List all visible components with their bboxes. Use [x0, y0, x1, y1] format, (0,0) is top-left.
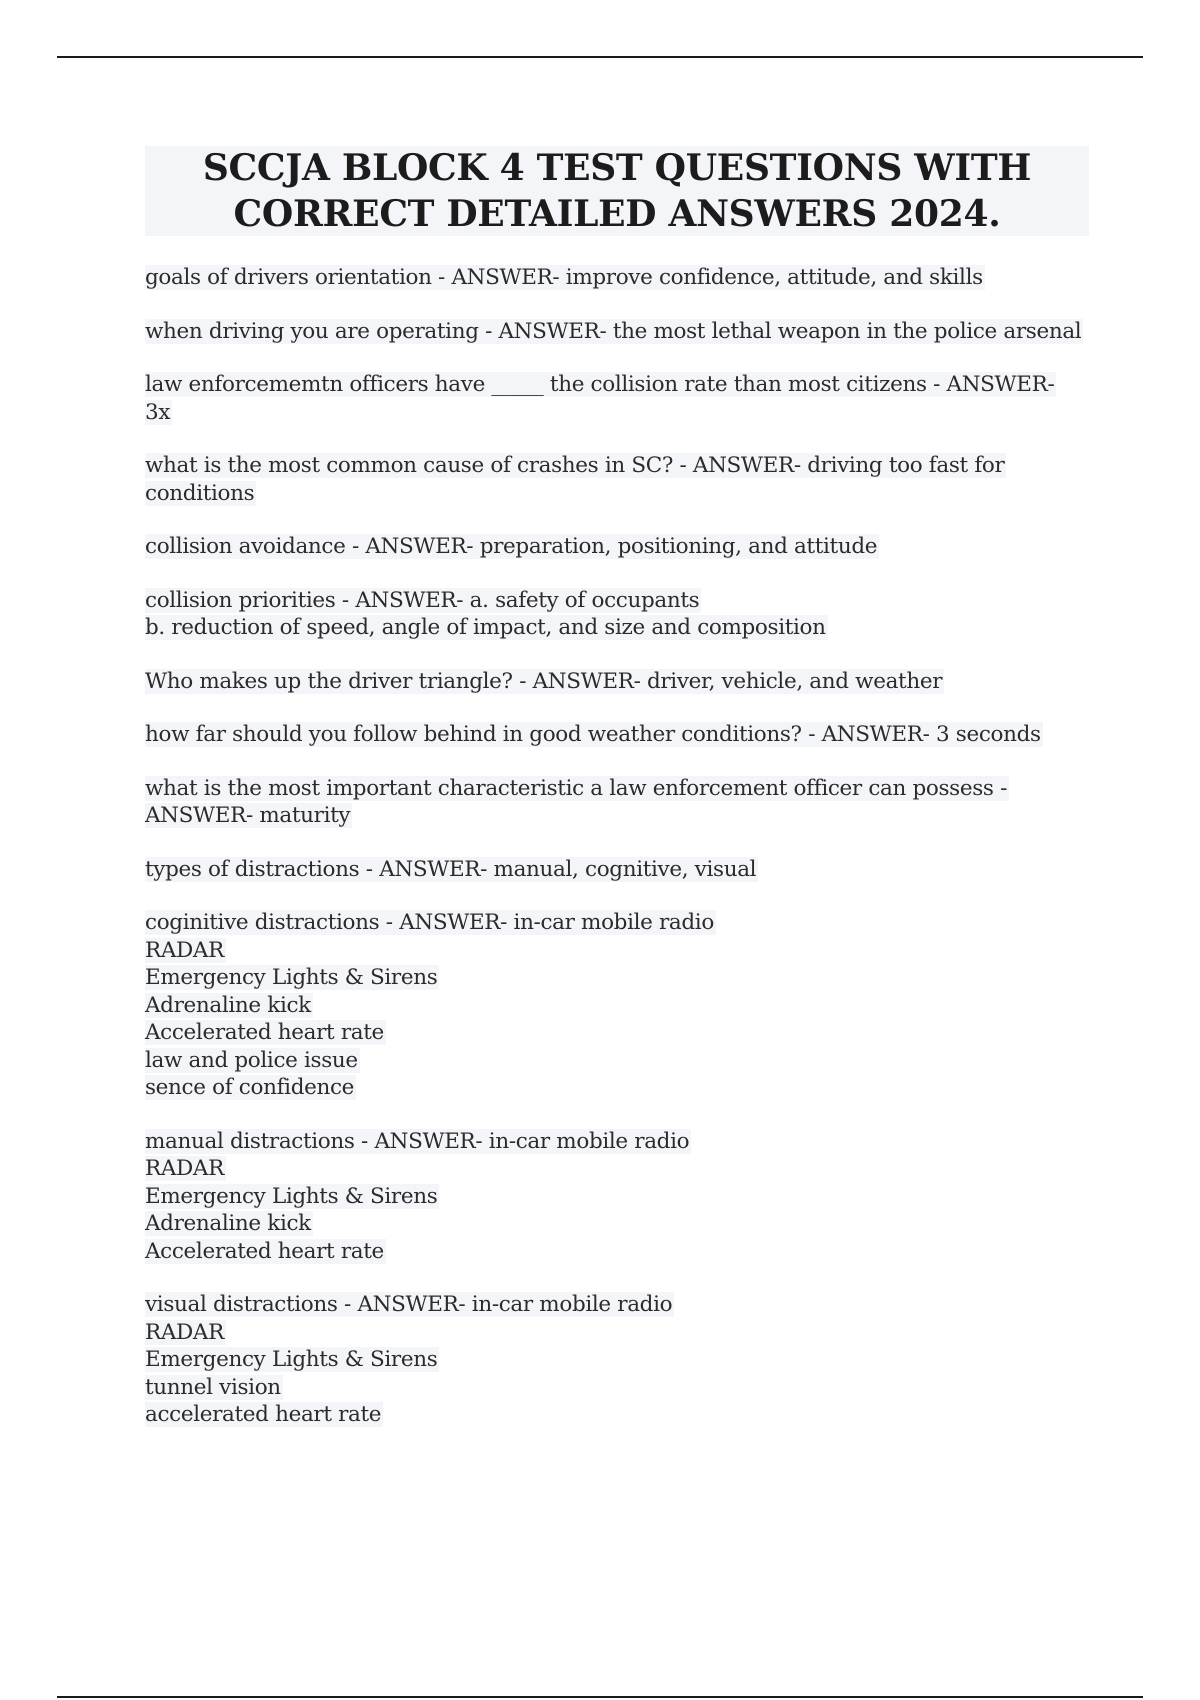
- qa-line-text: Adrenaline kick: [145, 992, 311, 1018]
- qa-question-line: [145, 775, 1095, 803]
- qa-answer-line: [145, 1155, 1095, 1183]
- qa-answer-line: [145, 964, 1095, 992]
- qa-question-line: [145, 856, 1095, 884]
- qa-line-text: Accelerated heart rate: [145, 1238, 384, 1264]
- qa-line-text: sence of confidence: [145, 1075, 355, 1100]
- qa-entry: [145, 1128, 1095, 1266]
- qa-line-text: RADAR: [145, 1319, 224, 1345]
- qa-answer-line: [145, 1183, 1095, 1211]
- qa-line-text: visual distractions - ANSWER- in-car mobile radio: [145, 1292, 673, 1317]
- title-line-2: CORRECT DETAILED ANSWERS 2024.: [233, 193, 1001, 235]
- qa-line-text: how far should you follow behind in good weather conditions? - ANSWER- 3 seconds: [145, 722, 1041, 747]
- qa-entry: [145, 318, 1095, 346]
- qa-line-text: tunnel vision: [145, 1374, 281, 1400]
- qa-line-text: RADAR: [145, 937, 224, 963]
- qa-question-line: [145, 909, 1095, 937]
- qa-line-text: what is the most common cause of crashes in SC? - ANSWER- driving too fast for: [145, 453, 1005, 478]
- qa-entry: [145, 775, 1095, 830]
- qa-answer-line: [145, 1401, 1095, 1429]
- qa-line-text: Emergency Lights & Sirens: [145, 1183, 438, 1209]
- qa-answer-line: [145, 1210, 1095, 1238]
- qa-entry: [145, 371, 1095, 426]
- qa-question-line: [145, 1291, 1095, 1319]
- qa-answer-line: [145, 992, 1095, 1020]
- qa-question-line: [145, 371, 1095, 399]
- qa-line-text: collision priorities - ANSWER- a. safety of occupants: [145, 587, 700, 613]
- qa-line-text: Adrenaline kick: [145, 1211, 311, 1236]
- qa-line-text: Emergency Lights & Sirens: [145, 965, 438, 990]
- bottom-rule: [57, 1696, 1143, 1698]
- qa-line-text: Accelerated heart rate: [145, 1020, 384, 1045]
- qa-line-text: types of distractions - ANSWER- manual, cognitive, visual: [145, 856, 757, 882]
- qa-answer-line: [145, 1019, 1095, 1047]
- qa-answer-line: [145, 399, 1095, 427]
- qa-line-text: 3x: [145, 399, 171, 425]
- qa-answer-line: [145, 1238, 1095, 1266]
- qa-answer-line: [145, 802, 1095, 830]
- qa-line-text: RADAR: [145, 1156, 224, 1181]
- qa-answer-line: [145, 1374, 1095, 1402]
- qa-question-line: [145, 587, 1095, 615]
- qa-question-line: [145, 721, 1095, 749]
- qa-entry: [145, 856, 1095, 884]
- qa-line-text: b. reduction of speed, angle of impact, and size and composition: [145, 615, 826, 640]
- qa-question-line: [145, 452, 1095, 480]
- qa-question-line: [145, 1128, 1095, 1156]
- qa-line-text: law enforcememtn officers have _____ the collision rate than most citizens - ANSWER-: [145, 372, 1055, 397]
- qa-answer-line: [145, 1319, 1095, 1347]
- qa-line-text: law and police issue: [145, 1047, 358, 1073]
- qa-answer-line: [145, 1074, 1095, 1102]
- qa-entry: [145, 587, 1095, 642]
- qa-line-text: when driving you are operating - ANSWER- the most lethal weapon in the police arsenal: [145, 318, 1082, 344]
- qa-entry: [145, 1291, 1095, 1429]
- title-banner: [145, 146, 1089, 236]
- qa-answer-line: [145, 480, 1095, 508]
- qa-answer-line: [145, 1047, 1095, 1075]
- qa-entry: [145, 909, 1095, 1102]
- qa-answer-line: [145, 1346, 1095, 1374]
- qa-entry: [145, 264, 1095, 292]
- qa-line-text: Who makes up the driver triangle? - ANSWER- driver, vehicle, and weather: [145, 668, 943, 694]
- top-rule: [57, 56, 1143, 58]
- qa-question-line: [145, 318, 1095, 346]
- qa-answer-line: [145, 614, 1095, 642]
- qa-entry: [145, 533, 1095, 561]
- qa-question-line: [145, 533, 1095, 561]
- qa-entry: [145, 452, 1095, 507]
- qa-entry: [145, 721, 1095, 749]
- title-line-1: SCCJA BLOCK 4 TEST QUESTIONS WITH: [202, 147, 1032, 189]
- page-title: [203, 145, 1031, 237]
- qa-list: [145, 264, 1095, 1455]
- qa-line-text: accelerated heart rate: [145, 1402, 382, 1427]
- qa-entry: [145, 668, 1095, 696]
- qa-answer-line: [145, 937, 1095, 965]
- qa-question-line: [145, 264, 1095, 292]
- qa-line-text: conditions: [145, 480, 255, 506]
- qa-line-text: Emergency Lights & Sirens: [145, 1347, 438, 1372]
- qa-question-line: [145, 668, 1095, 696]
- qa-line-text: collision avoidance - ANSWER- preparation, positioning, and attitude: [145, 534, 878, 559]
- qa-line-text: goals of drivers orientation - ANSWER- improve confidence, attitude, and skills: [145, 265, 983, 290]
- qa-line-text: coginitive distractions - ANSWER- in-car mobile radio: [145, 910, 714, 935]
- qa-line-text: ANSWER- maturity: [145, 803, 351, 828]
- qa-line-text: what is the most important characteristic a law enforcement officer can possess -: [145, 775, 1007, 801]
- qa-line-text: manual distractions - ANSWER- in-car mobile radio: [145, 1128, 690, 1154]
